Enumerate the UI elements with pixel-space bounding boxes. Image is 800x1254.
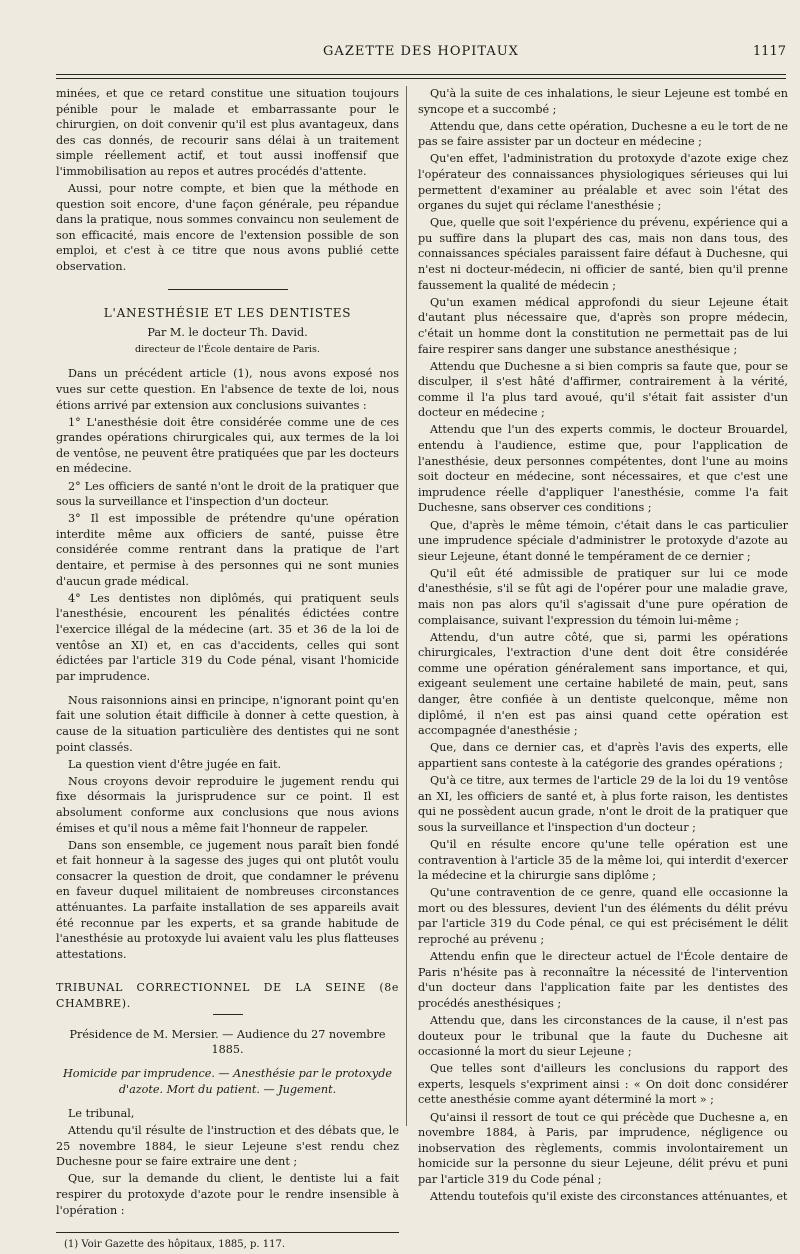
page-header — [56, 44, 786, 66]
paragraph: 1° L'anesthésie doit être considérée comme une de ces grandes opérations chirurgicales qui, aux termes de la loi de ventôse, ne peuvent être pratiquées que par les docteurs en médecine. — [56, 415, 399, 476]
paragraph: Attendu que Duchesne a si bien compris sa faute que, pour se disculper, il s'est hâté d'affirmer, contrairement à la vérité, comme il l'a plus tard avoué, qu'il s'était fait assister d'un docteur en médecine ; — [418, 359, 788, 420]
paragraph: Que, dans ce dernier cas, et d'après l'avis des experts, elle appartient sans conteste à la catégorie des grandes opérations ; — [418, 741, 788, 770]
article-byline-affiliation: directeur de l'École dentaire de Paris. — [135, 344, 320, 356]
paragraph: Que telles sont d'ailleurs les conclusions du rapport des experts, lesquels s'expriment ainsi : « On doit donc considérer cette anesthésie comme ayant déterminé la mort » ; — [418, 1062, 788, 1107]
footnote: (1) Voir Gazette des hôpitaux, 1885, p. 117. — [64, 1239, 286, 1251]
paragraph: Qu'un examen médical approfondi du sieur Lejeune était d'autant plus nécessaire que, d'après son propre médecin, c'était un homme dont la constitution ne permettait pas de lui faire respirer sans danger une substance anesthésique ; — [418, 295, 788, 356]
article-byline: Par M. le docteur Th. David. — [147, 326, 308, 340]
paragraph: Attendu que, dans les circonstances de la cause, il n'est pas douteux pour le tribunal que la faute du Duchesne ait occasionné la mort du sieur Lejeune ; — [418, 1013, 788, 1059]
paragraph: Qu'une contravention de ce genre, quand elle occasionne la mort ou des blessures, devient l'un des éléments du délit prévu par l'article 319 du Code pénal, ce qui est précisément le délit reproché au prévenu ; — [418, 886, 788, 946]
journal-title: GAZETTE DES HOPITAUX — [323, 44, 519, 59]
paragraph: Attendu enfin que le directeur actuel de l'École dentaire de Paris n'hésite pas à reconnaître la nécessité de l'intervention d'un docteur dans l'application faite par les dentistes des procédés anesthésiques ; — [418, 950, 788, 1010]
court-heading: TRIBUNAL CORRECTIONNEL DE LA SEINE (8e CHAMBRE). — [56, 981, 399, 1010]
paragraph: Qu'il eût été admissible de pratiquer sur lui ce mode d'anesthésie, s'il se fût agi de l'opérer pour une maladie grave, mais non pas alors qu'il s'agissait d'une pure opération de complaisance, suivant l'expression du témoin lui-même ; — [418, 566, 788, 627]
short-separator — [213, 1014, 243, 1015]
page-number: 1117 — [752, 44, 786, 59]
paragraph: Nous croyons devoir reproduire le jugement rendu qui fixe désormais la jurisprudence sur ce point. Il est absolument conforme aux conclusions que nous avions émises et qu'il nous a même fait l'honneur de rappeler. — [56, 774, 399, 835]
paragraph: Que, sur la demande du client, le dentiste lui a fait respirer du protoxyde d'azote pour le rendre insensible à l'opération : — [56, 1172, 399, 1217]
section-separator — [168, 289, 288, 290]
paragraph: minées, et que ce retard constitue une situation toujours pénible pour le malade et embarrassante pour le chirurgien, on doit convenir qu'il est plus avantageux, dans des cas donnés, de recourir sans délai à un traitement simple réellement actif, et tout aussi inoffensif que l'immobilisation au repos et autres procédés d'attente. — [56, 87, 399, 178]
paragraph: Aussi, pour notre compte, et bien que la méthode en question soit encore, d'une façon générale, peu répandue dans la pratique, nous sommes convaincu non seulement de son efficacité, mais encore de l'extension possible de son emploi, et c'est à ce titre que nous avons publié cette observation. — [56, 182, 399, 274]
paragraph: Attendu toutefois qu'il existe des circonstances atténuantes, et — [430, 1189, 788, 1203]
column-divider — [406, 86, 407, 1126]
paragraph: Qu'à ce titre, aux termes de l'article 29 de la loi du 19 ventôse an XI, les officiers de santé et, à plus forte raison, les dentistes qui ne possèdent aucun grade, n'ont le droit de la pratiquer que sous la surveillance et l'inspection d'un docteur ; — [418, 774, 788, 834]
paragraph: Qu'à la suite de ces inhalations, le sieur Lejeune est tombé en syncope et a succombé ; — [418, 87, 788, 116]
paragraph: Dans son ensemble, ce jugement nous paraît bien fondé et fait honneur à la sagesse des juges qui ont plutôt voulu consacrer la question de droit, que condamner le prévenu en faveur duquel militaient de nombreuses circonstances atténuantes. La parfaite installation de ses appareils avait été reconnue par les experts, et sa grande habitude de l'anesthésie au protoxyde lui avaient valu les plus flatteuses attestations. — [56, 838, 399, 961]
paragraph: 2° Les officiers de santé n'ont le droit de la pratiquer que sous la surveillance et l'inspection d'un docteur. — [56, 479, 399, 509]
right-column — [418, 86, 788, 1206]
header-rule — [56, 74, 786, 75]
paragraph: Attendu que l'un des experts commis, le docteur Brouardel, entendu à l'audience, estime que, pour l'application de l'anesthésie, deux personnes compétentes, dont l'une au moins soit docteur en médecine, sont nécessaires, et que c'est une imprudence réelle d'appliquer l'anesthésie, comme l'a fait Duchesne, sans observer ces conditions ; — [418, 423, 788, 515]
paragraph: Que, quelle que soit l'expérience du prévenu, expérience qui a pu suffire dans la plupart des cas, mais non dans tous, des connaissances spéciales paraissent faire défaut à Duchesne, qui n'est ni docteur-médecin, ni officier de santé, bien qu'il prenne faussement la qualité de médecin ; — [418, 216, 788, 292]
paragraph: 4° Les dentistes non diplômés, qui pratiquent seuls l'anesthésie, encourent les pénalités édictées contre l'exercice illégal de la médecine (art. 35 et 36 de la loi de ventôse an XI) et, en cas d'accidents, celles qui sont édictées par l'article 319 du Code pénal, visant l'homicide par imprudence. — [56, 591, 399, 683]
article-title: L'ANESTHÉSIE ET LES DENTISTES — [103, 305, 352, 320]
case-title: Homicide par imprudence. — Anesthésie par le protoxyde d'azote. Mort du patient. — Jugement. — [62, 1067, 393, 1096]
paragraph: Nous raisonnions ainsi en principe, n'ignorant point qu'en fait une solution était difficile à donner à cette question, à cause de la situation particulière des dentistes qui ne sont point classés. — [56, 693, 399, 754]
paragraph: Attendu que, dans cette opération, Duchesne a eu le tort de ne pas se faire assister par un docteur en médecine ; — [418, 119, 788, 149]
paragraph: 3° Il est impossible de prétendre qu'une opération interdite même aux officiers de santé, puisse être considérée comme rentrant dans la pratique de l'art dentaire, et permise à des personnes qui ne sont munies d'aucun grade médical. — [56, 512, 399, 588]
left-column — [56, 86, 399, 1254]
paragraph: Qu'en effet, l'administration du protoxyde d'azote exige chez l'opérateur des connaissances physiologiques sérieuses qui lui permettent d'examiner au préalable et avec soin l'état des organes du sujet qui réclame l'anesthésie ; — [418, 152, 788, 213]
paragraph: Qu'il en résulte encore qu'une telle opération est une contravention à l'article 35 de la même loi, qui interdit d'exercer la médecine et la chirurgie sans diplôme ; — [418, 837, 788, 883]
footnote-rule — [56, 1232, 399, 1233]
header-rule-thin — [56, 78, 786, 79]
paragraph: Attendu qu'il résulte de l'instruction et des débats que, le 25 novembre 1884, le sieur Lejeune s'est rendu chez Duchesne pour se faire extraire une dent ; — [56, 1124, 399, 1169]
court-presidency: Présidence de M. Mersier. — Audience du 27 novembre 1885. — [69, 1027, 386, 1057]
paragraph: Que, d'après le même témoin, c'était dans le cas particulier une imprudence spéciale d'administrer le protoxyde d'azote au sieur Lejeune, étant donné le tempérament de ce dernier ; — [418, 518, 788, 563]
paragraph: Le tribunal, — [68, 1106, 135, 1120]
paragraph: Qu'ainsi il ressort de tout ce qui précède que Duchesne a, en novembre 1884, à Paris, par imprudence, négligence ou inobservation des règlements, commis involontairement un homicide sur la personne du sieur Lejeune, délit prévu et puni par l'article 319 du Code pénal ; — [418, 1110, 788, 1186]
paragraph: Attendu, d'un autre côté, que si, parmi les opérations chirurgicales, l'extraction d'une dent doit être considérée comme une opération généralement sans importance, et qui, exigeant seulement une certaine habileté de main, peut, sans danger, être confiée à un dentiste quelconque, même non diplômé, il n'en est pas ainsi quand cette opération est accompagnée d'anesthésie ; — [418, 630, 788, 738]
paragraph: Dans un précédent article (1), nous avons exposé nos vues sur cette question. En l'absence de texte de loi, nous étions arrivé par extension aux conclusions suivantes : — [56, 367, 399, 412]
paragraph: La question vient d'être jugée en fait. — [68, 757, 282, 771]
